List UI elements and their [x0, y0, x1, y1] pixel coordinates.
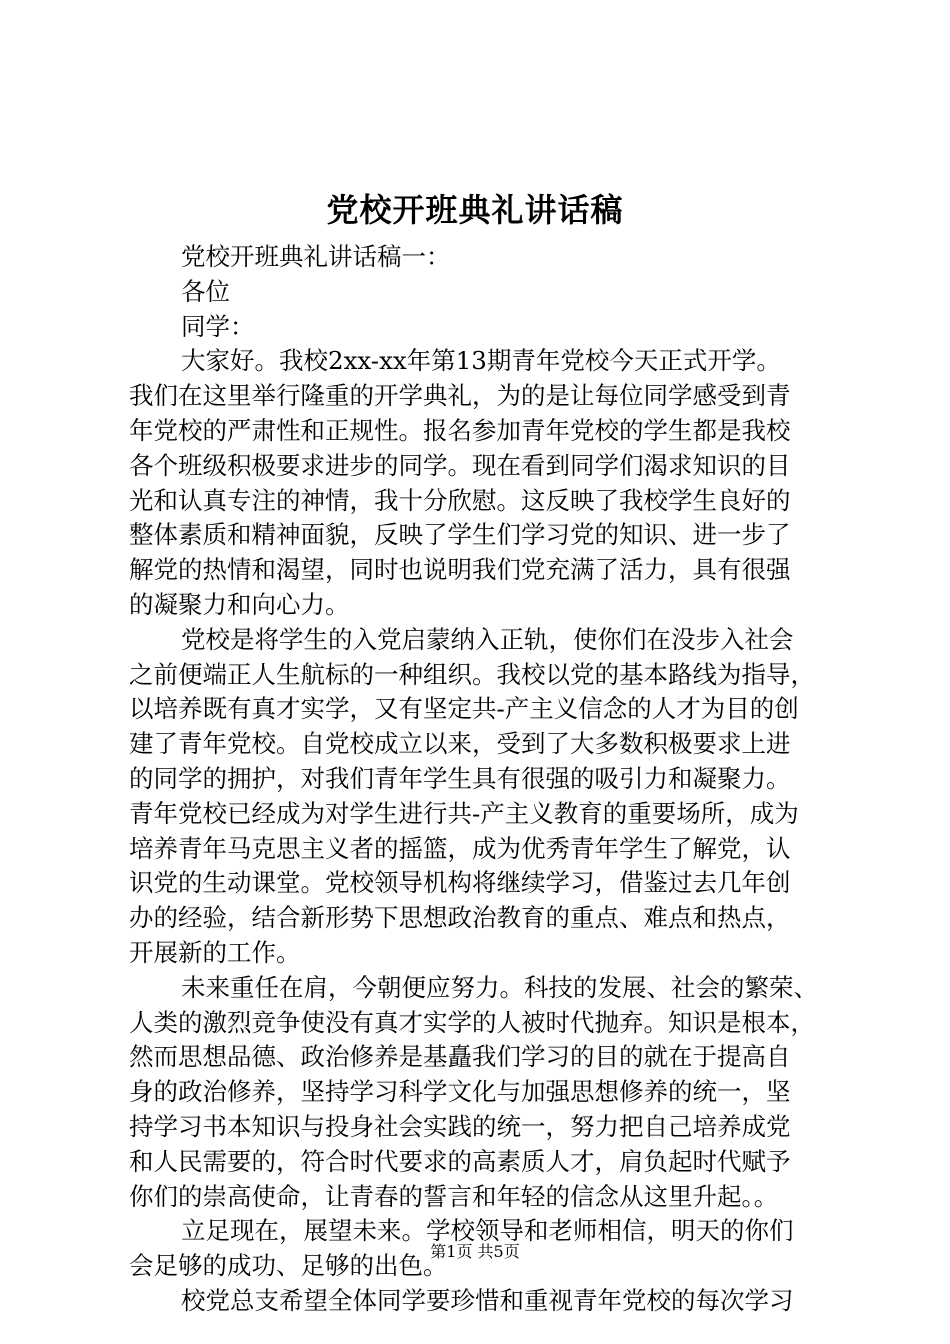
paragraph-line: 办的经验，结合新形势下思想政治教育的重点、难点和热点，: [129, 903, 791, 933]
paragraph-line: 的凝聚力和向心力。: [129, 589, 350, 619]
paragraph-line: 的同学的拥护，对我们青年学生具有很强的吸引力和凝聚力。: [129, 763, 791, 793]
paragraph-line: 之前便端正人生航标的一种组织。我校以党的基本路线为指导，: [129, 659, 815, 689]
paragraph-line: 你们的崇高使命，让青春的誓言和年轻的信念从这里升起。。: [129, 1181, 779, 1211]
paragraph-line: 青年党校已经成为对学生进行共-产主义教育的重要场所，成为: [129, 798, 799, 828]
paragraph-line: 党校开班典礼讲话稿一：: [181, 242, 451, 271]
paragraph-line: 开展新的工作。: [129, 937, 301, 967]
paragraph-line: 培养青年马克思主义者的摇篮，成为优秀青年学生了解党，认: [129, 833, 791, 863]
paragraph-line: 解党的热情和渴望，同时也说明我们党充满了活力，具有很强: [129, 555, 791, 585]
paragraph-line: 立足现在，展望未来。学校领导和老师相信，明天的你们: [181, 1216, 794, 1246]
paragraph-line: 各位: [181, 276, 230, 306]
paragraph-line: 我们在这里举行隆重的开学典礼，为的是让每位同学感受到青: [129, 381, 791, 411]
paragraph-line: 人类的激烈竞争使没有真才实学的人被时代抛弃。知识是根本，: [129, 1007, 815, 1037]
paragraph-line: 然而思想品德、政治修养是基矗我们学习的目的就在于提高自: [129, 1042, 791, 1072]
paragraph-line: 整体素质和精神面貌，反映了学生们学习党的知识、进一步了: [129, 520, 791, 550]
paragraph-line: 和人民需要的，符合时代要求的高素质人才，肩负起时代赋予: [129, 1146, 791, 1176]
paragraph-line: 各个班级积极要求进步的同学。现在看到同学们渴求知识的目: [129, 450, 791, 480]
paragraph-line: 会足够的成功、足够的出色。: [129, 1251, 448, 1281]
paragraph-line: 未来重任在肩，今朝便应努力。科技的发展、社会的繁荣、: [181, 972, 818, 1002]
paragraph-line: 持学习书本知识与投身社会实践的统一，努力把自己培养成党: [129, 1111, 791, 1141]
paragraph-line: 身的政治修养，坚持学习科学文化与加强思想修养的统一，坚: [129, 1077, 791, 1107]
paragraph-line: 光和认真专注的神情，我十分欣慰。这反映了我校学生良好的: [129, 485, 791, 515]
paragraph-line: 大家好。我校2xx-xx年第13期青年党校今天正式开学。: [181, 346, 781, 376]
paragraph-line: 同学：: [181, 311, 255, 341]
document-body: [129, 240, 829, 1319]
page-footer: 第1页 共5页: [430, 1242, 520, 1261]
paragraph-line: 年党校的严肃性和正规性。报名参加青年党校的学生都是我校: [129, 415, 791, 445]
paragraph-line: 以培养既有真才实学，又有坚定共-产主义信念的人才为目的创: [129, 694, 799, 724]
document-title: 党校开班典礼讲话稿: [326, 191, 624, 229]
paragraph-line: 识党的生动课堂。党校领导机构将继续学习，借鉴过去几年创: [129, 868, 791, 898]
paragraph-line: 党校是将学生的入党启蒙纳入正轨，使你们在没步入社会: [181, 624, 794, 654]
paragraph-line: 建了青年党校。自党校成立以来，受到了大多数积极要求上进: [129, 729, 791, 759]
paragraph-line: 校党总支希望全体同学要珍惜和重视青年党校的每次学习: [181, 1285, 794, 1315]
